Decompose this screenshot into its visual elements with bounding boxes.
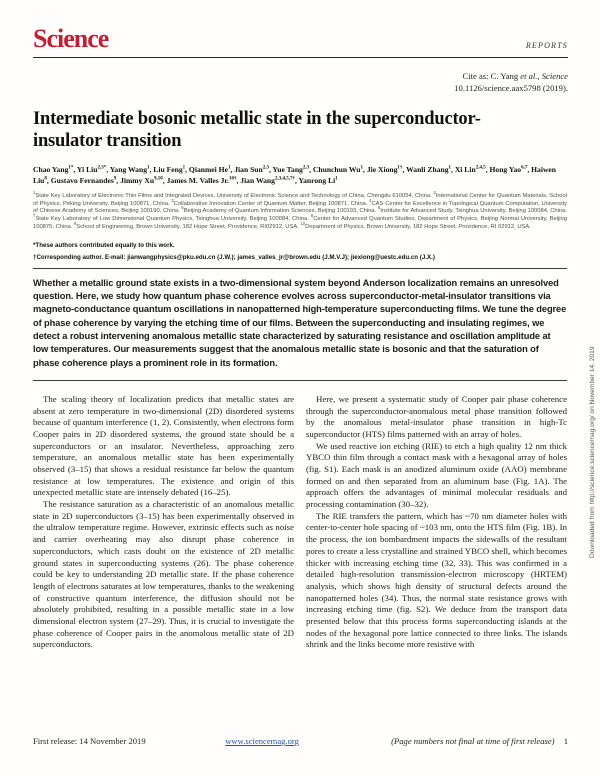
author-name: Hong Yao$^{6,7}$ (489, 164, 528, 174)
first-release-date: First release: 14 November 2019 (33, 736, 146, 746)
body-paragraph: The scaling theory of localization predicts that metallic states are absent at zero temperature in two-dimensional (2D) disordered systems because of quantum interference (1, 2). Consistently, when electrons form Cooper pairs in 2D disordered systems, the ground state should be a superconductors or an insulator. Nevertheless, approaching zero temperature, an anomalous metallic state has been experimentally observed (3–15) that shows a residual resistance far below the quantum resistance at low temperatures. The existence and origin of this unexpected metallic state are intensely debated (16–25). (33, 393, 294, 498)
sciencemag-link[interactable]: www.sciencemag.org (225, 736, 299, 746)
author-name: Haiwen Liu$^8$ (33, 164, 557, 185)
author-name: Jian Sun$^{2,3}$ (234, 164, 269, 174)
author-name: Gustavo Fernandes$^9$ (50, 175, 117, 185)
author-name: Xi Lin$^{2,4,5}$ (454, 164, 486, 174)
author-list: Chao Yang$^{1*}$, Yi Liu$^{2,3*}$, Yang Wang$^1$, Liu Feng$^1$, Qianmei He$^1$, Jian Sun$^{2,3}$, Yue Tang$^{2,3}$, Chunchun Wu$^1$, Jie Xiong$^{1\dagger}$, Wanli Zhang$^1$, Xi Lin$^{2,4,5}$, Hong Yao$^{6,7}$, Haiwen Liu$^8$, Gustavo Fernandes$^9$, Jimmy Xu$^{9,10}$, James M. Valles Jr.$^{10\dagger}$, Jian Wang$^{2,3,4,5,7\dagger}$, Yanrong Li$^1$ (33, 164, 557, 185)
downloaded-from-vertical-text: Downloaded from http://science.sciencemag.org/ on November 14, 2019 (589, 346, 596, 558)
corresponding-author-note: †Corresponding author. E-mail: jianwangphysics@pku.edu.cn (J.W.); james_valles_jr@brown.edu (J.M.V.J); jiexiong@uestc.edu.cn (J.X.) (33, 253, 435, 261)
body-paragraph: The resistance saturation as a characteristic of an anomalous metallic state in 2D superconductors (3–15) has been experimentally observed in the ultralow temperature regime. However, extrinsic effects such as noise and carrier overheating may also disrupt phase coherence in superconductors, which casts doubt on the existence of 2D metallic ground states in superconducting systems (26). The phase coherence could be key to understanding 2D metallic state. If the phase coherence length of electrons saturates at low temperatures, thanks to the weakening of constructive quantum interference, the diffusion should not be absolutely prohibited, resulting in a possible metallic state in a low dimensional electron system (27–29). Thus, it is crucial to investigate the phase coherence of Cooper pairs in the anomalous metallic state of 2D superconductors. (33, 499, 294, 650)
body-column-right (306, 394, 567, 651)
author-name: Yanrong Li$^1$ (298, 175, 338, 185)
article-body (33, 394, 567, 651)
author-name: Qianmei He$^1$ (188, 164, 231, 174)
author-name: Jie Xiong$^{1\dagger}$ (366, 164, 403, 174)
abstract-text: Whether a metallic ground state exists in a two-dimensional system beyond Anderson localization remains an unresolved question. Here, we study how quantum phase coherence evolves across superconductor-metal-insulator transitions via magneto-conductance quantum oscillations in nanopatterned high-temperature superconducting films. We tune the degree of phase coherence by varying the etching time of our films. Between the superconducting and insulating regimes, we detect a robust intervening anomalous metallic state characterized by saturating resistance and oscillation amplitude at low temperatures. Our measurements suggest that the anomalous metallic state is bosonic and that the saturation of phase coherence plays a prominent role in its formation. (33, 277, 567, 368)
section-label: REPORTS (525, 41, 568, 50)
page-numbers-note: (Page numbers not final at time of first release) (391, 736, 555, 746)
abstract-section (33, 268, 567, 381)
author-name: Chunchun Wu$^1$ (312, 164, 364, 174)
page-number: 1 (563, 736, 568, 746)
article-title (33, 109, 567, 153)
author-name: Wanli Zhang$^1$ (406, 164, 452, 174)
author-name: Yang Wang$^1$ (109, 164, 150, 174)
author-notes (33, 242, 567, 262)
page-footer (33, 736, 568, 746)
body-paragraph: Here, we present a systematic study of Cooper pair phase coherence through the superconductor-anomalous metal phase transition followed by the anomalous metal-insulator phase transition in high-Tc superconductor (HTS) films patterned with an array of holes. (306, 393, 567, 439)
author-name: Chao Yang$^{1*}$ (33, 164, 74, 174)
masthead (33, 26, 568, 58)
citation-line1: Cite as: C. Yang et al., Science (462, 71, 568, 81)
citation-line2: 10.1126/science.aax5798 (2019). (454, 83, 568, 94)
body-paragraph: We used reactive ion etching (RIE) to etch a high quality 12 nm thick YBCO thin film through a contact mask with a hexagonal array of holes (fig. S1). Each mask is an anodized aluminum oxide (AAO) membrane formed on and then separated from an aluminum base (Fig. 1A). The approach offers the advantages of minimal molecular residuals and processing contamination (30–32). (306, 440, 567, 510)
body-paragraph: The RIE transfers the pattern, which has ~70 nm diameter holes with center-to-center hole spacing of ~103 nm, onto the HTS film (Fig. 1B). In the process, the ion bombardment impacts the sidewalls of the resultant pores to create a less crystalline and strained YBCO shell, which becomes thicker with increasing etching time (32, 33). This was confirmed in a detailed high-resolution transmission-electron microscopy (HRTEM) analysis, which shows high density of structural defects around the nanopatterned holes (34). Thus, the normal state resistance grows with increasing etching time (fig. S2). We deduce from the transport data presented below that this process forms superconducting islands at the nodes of the hexagonal pore lattice connected to three links. The islands shrink and the links become more resistive with (306, 510, 567, 650)
citation-block (33, 70, 568, 94)
affiliations: $^1$State Key Laboratory of Electronic Thin Films and Integrated Devices, University of Electronic Science and Technology of China, Chengdu 610054, China. $^2$International Center for Quantum Materials, School of Physics, Peking University, Beijing 100871, China. $^3$Collaborative Innovation Center of Quantum Matter, Beijing 100871, China. $^4$CAS Center for Excellence in Topological Quantum Computation, University of Chinese Academy of Sciences, Beijing 100190, China. $^5$Beijing Academy of Quantum Information Sciences, Beijing 100193, China. $^6$Institute for Advanced Study, Tsinghua University, Beijing 100084, China. $^7$State Key Laboratory of Low Dimensional Quantum Physics, Tsinghua University, Beijing 100084, China. $^8$Center for Advanced Quantum Studies, Department of Physics, Beijing Normal University, Beijing 100875, China. $^9$School of Engineering, Brown University, 182 Hope Street, Providence, RI02912, USA. $^{10}$Department of Physics, Brown University, 182 Hope Street, Providence, RI 02912, USA. (33, 189, 568, 230)
author-name: Yue Tang$^{2,3}$ (272, 164, 310, 174)
body-column-left (33, 394, 294, 651)
equal-contribution-note: *These authors contributed equally to this work. (33, 241, 175, 249)
author-name: Jian Wang$^{2,3,4,5,7\dagger}$ (240, 175, 295, 185)
author-name: Liu Feng$^1$ (153, 164, 186, 174)
author-name: Jimmy Xu$^{9,10}$ (120, 175, 163, 185)
science-logo: Science (33, 24, 109, 53)
author-name: Yi Liu$^{2,3*}$ (76, 164, 107, 174)
article-title-line2: insulator transition (33, 130, 182, 151)
article-title-line1: Intermediate bosonic metallic state in the superconductor- (33, 109, 481, 130)
author-name: James M. Valles Jr.$^{10\dagger}$ (166, 175, 237, 185)
